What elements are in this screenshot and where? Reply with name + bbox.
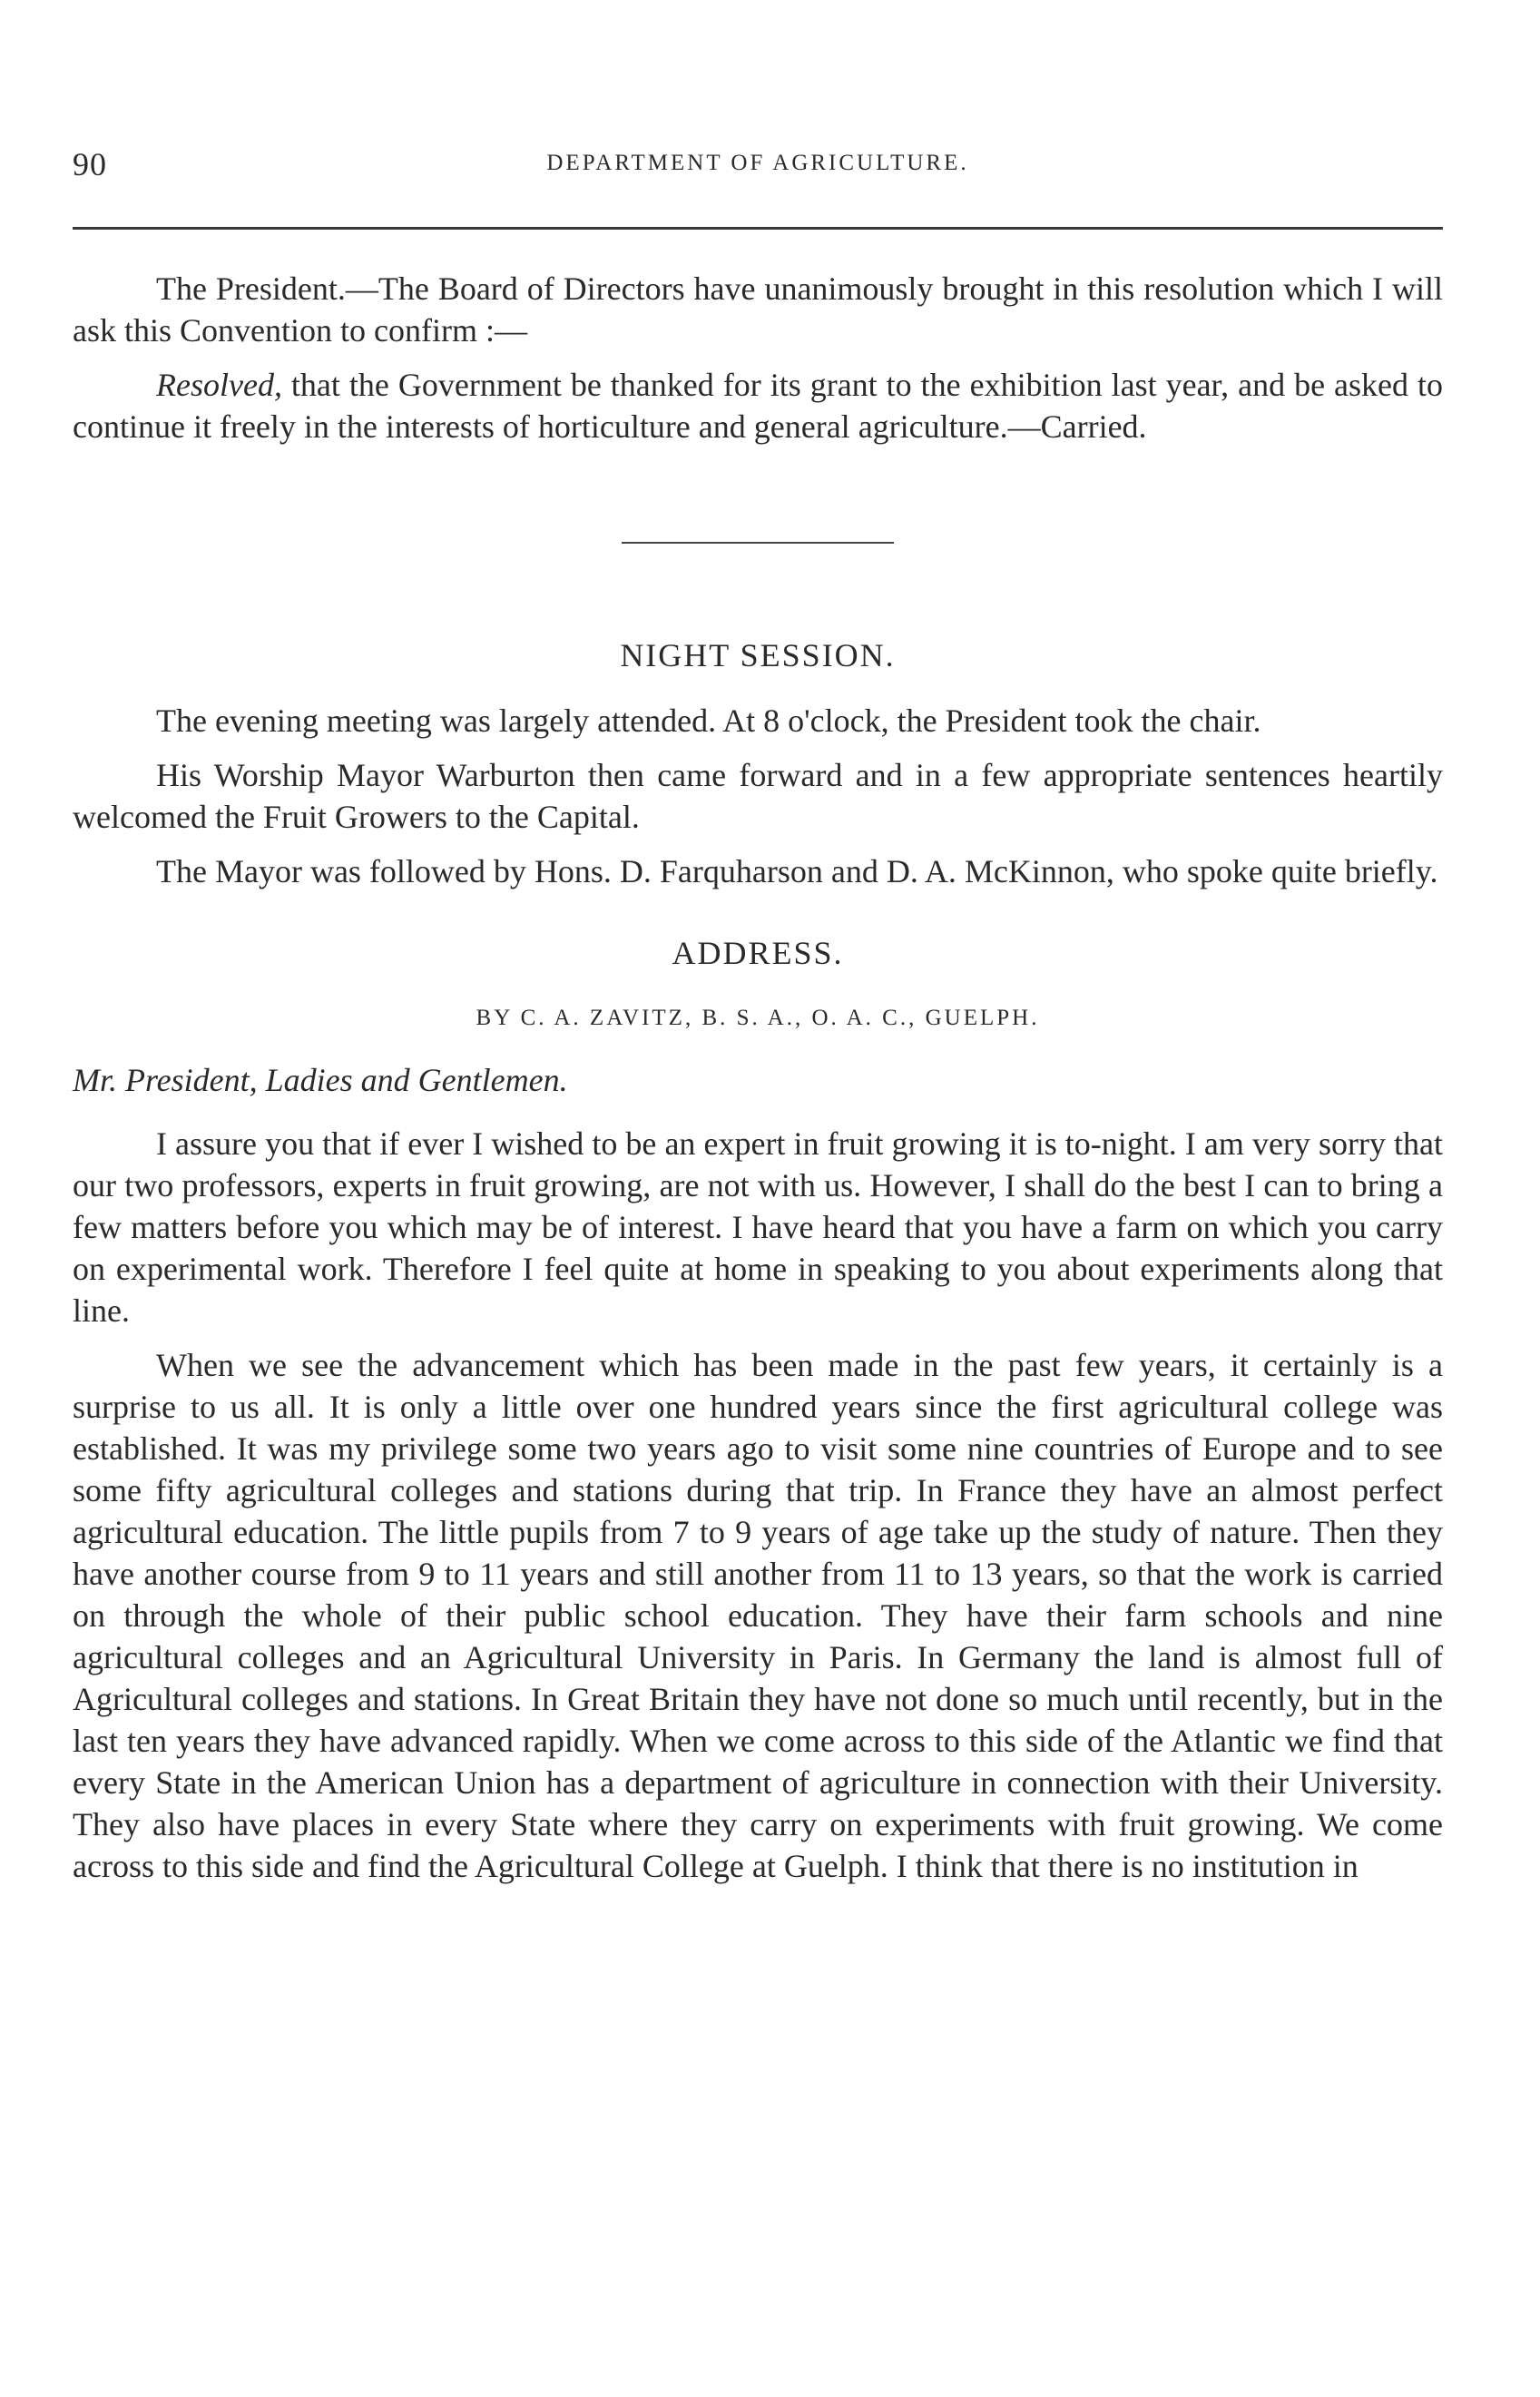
address-byline: BY C. A. ZAVITZ, B. S. A., O. A. C., GUELPH.	[476, 1006, 1040, 1030]
address-heading: ADDRESS.	[672, 935, 844, 971]
night-session-paragraph-3: The Mayor was followed by Hons. D. Farquharson and D. A. McKinnon, who spoke quite briefly.	[156, 853, 1438, 889]
night-session-heading: NIGHT SESSION.	[620, 637, 896, 673]
running-head: DEPARTMENT OF AGRICULTURE.	[546, 151, 969, 175]
address-salutation: Mr. President, Ladies and Gentlemen.	[73, 1062, 568, 1098]
night-session-paragraph-1: The evening meeting was largely attended. At 8 o'clock, the President took the chair.	[156, 702, 1261, 739]
page-header	[73, 145, 1443, 191]
body-text	[73, 268, 1443, 1900]
address-paragraph-2: When we see the advancement which has been made in the past few years, it certainly is a surprise to us all. It is only a little over one hundred years since the first agricultural college was established. It was my privilege some two years ago to visit some nine countries of Europe and to see some fifty agricultural colleges and stations during that trip. In France they have an almost perfect agricultural education. The little pupils from 7 to 9 years of age take up the study of nature. Then they have another course from 9 to 11 years and still another from 11 to 13 years, so that the work is carried on through the whole of their public school education. They have their farm schools and nine agricultural colleges and an Agricultural University in Paris. In Germany the land is almost full of Agricultural colleges and stations. In Great Britain they have not done so much until recently, but in the last ten years they have advanced rapidly. When we come across to this side of the Atlantic we find that every State in the American Union has a department of agriculture in connection with their University. They also have places in every State where they carry on experiments with fruit growing. We come across to this side and find the Agricultural College at Guelph. I think that there is no institution in	[73, 1347, 1443, 1884]
header-rule	[73, 227, 1443, 230]
spacer	[73, 905, 1443, 932]
address-paragraph-1: I assure you that if ever I wished to be an expert in fruit growing it is to-night. I am very sorry that our two professors, experts in fruit growing, are not with us. However, I shall do the best I can to bring a few matters before you which may be of interest. I have heard that you have a farm on which you carry on experimental work. Therefore I feel quite at home in speaking to you about experiments along that line.	[73, 1125, 1443, 1329]
night-session-paragraph-2: His Worship Mayor Warburton then came forward and in a few appropriate sentences heartily welcomed the Fruit Growers to the Capital.	[73, 757, 1443, 835]
document-page	[73, 0, 1443, 2397]
page-number: 90	[73, 146, 107, 182]
resolution-lead: Resolved,	[156, 367, 282, 403]
resolution-text: that the Government be thanked for its grant to the exhibition last year, and be asked to continue it freely in the interests of horticulture and general agriculture.—Carried.	[73, 367, 1443, 445]
resolution-paragraph	[73, 364, 1443, 447]
intro-paragraph-1: The President.—The Board of Directors have unanimously brought in this resolution which I will ask this Convention to confirm :—	[73, 270, 1443, 349]
section-divider	[622, 542, 894, 544]
